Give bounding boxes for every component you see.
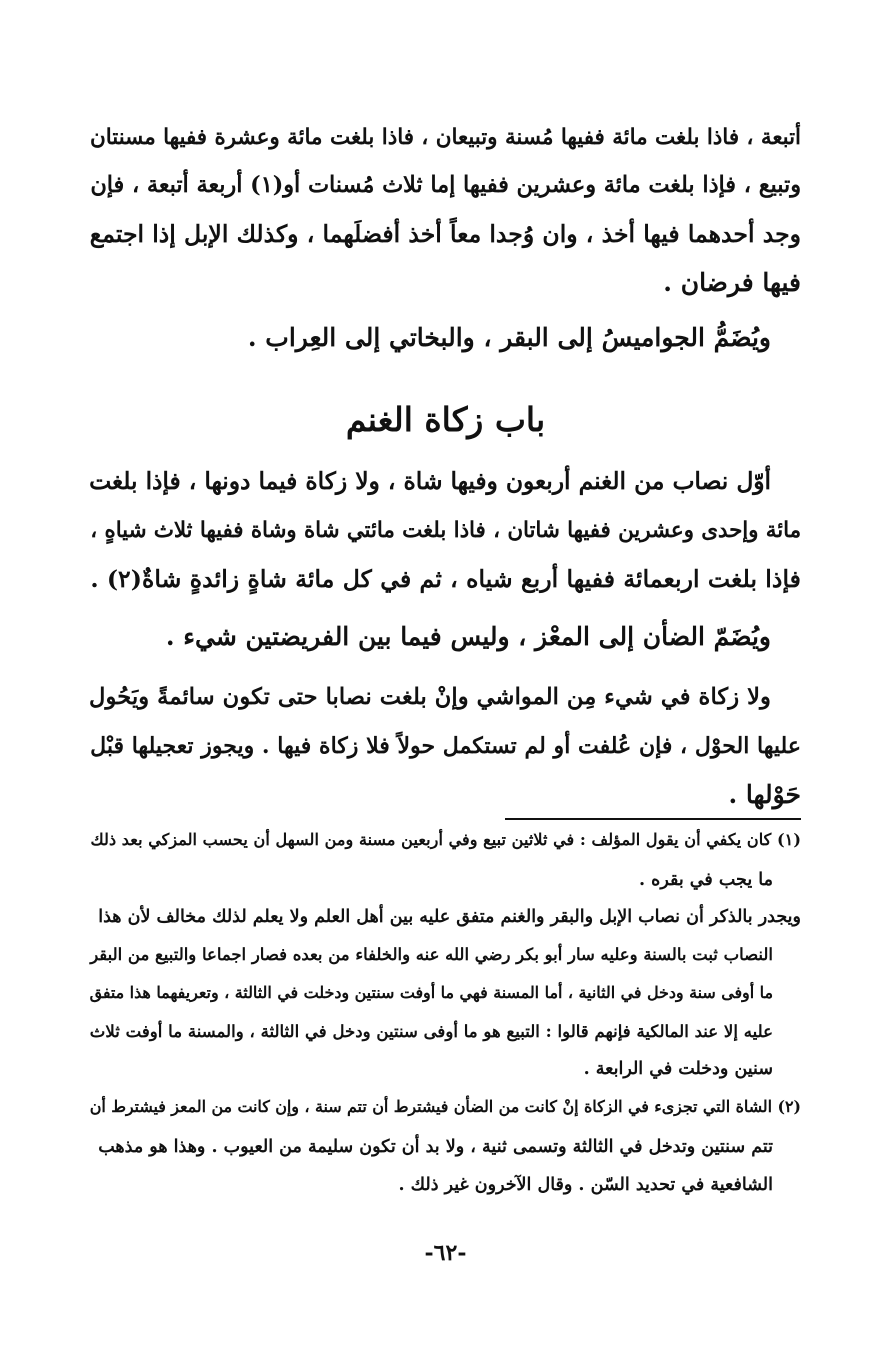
text-line: فيها فرضان .	[663, 268, 801, 297]
text-line: عليها الحوْل ، فإن عُلفت أو لم تستكمل حولاً فلا زكاة فيها . ويجوز تعجيلها قبْل	[90, 733, 801, 759]
text-line: وتبيع ، فإذا بلغت مائة وعشرين ففيها إما ثلاث مُسنات أو(١) أربعة أتبعة ، فإن	[90, 172, 801, 198]
footnote-line: ما يجب في بقره .	[638, 870, 773, 890]
footnote-line: النصاب ثبت بالسنة وعليه سار أبو بكر رضي الله عنه والخلفاء من بعده فصار اجماعا والتبيع من البقر	[90, 945, 773, 964]
footnote-line: ويجدر بالذكر أن نصاب الإبل والبقر والغنم متفق عليه بين أهل العلم ولا يعلم لذلك مخالف لأن هذا	[98, 907, 801, 927]
text-line: مائة وإحدى وعشرين ففيها شاتان ، فاذا بلغت مائتي شاة وشاة ففيها ثلاث شياهٍ ،	[90, 518, 801, 543]
text-line: ويُضَمّ الضأن إلى المعْز ، وليس فيما بين الفريضتين شيء .	[165, 622, 771, 651]
section-heading: باب زكاة الغنم	[345, 400, 546, 439]
footnote-line: ما أوفى سنة ودخل في الثانية ، أما المسنة فهي ما أوفت سنتين ودخلت في الثالثة ، وتعريفهما هذا متفق	[89, 983, 773, 1002]
text-line: فإذا بلغت اربعمائة ففيها أربع شياه ، ثم في كل مائة شاةٍ زائدةٍ شاةٌ(٢) .	[90, 565, 801, 593]
footnote-line: الشافعية في تحديد السّن . وقال الآخرون غير ذلك .	[398, 1175, 773, 1195]
main-text	[75, 0, 801, 820]
footnote-line: (٢) الشاة التي تجزىء في الزكاة إنْ كانت من الضأن فيشترط أن تتم سنة ، وإن كانت من المعز فيشترط أن	[89, 1097, 801, 1116]
footnote-separator	[505, 818, 801, 820]
footnote-line: تتم سنتين وتدخل في الثالثة وتسمى ثنية ، ولا بد أن تكون سليمة من العيوب . وهذا هو مذهب	[98, 1137, 773, 1157]
footnote-line: (١) كان يكفي أن يقول المؤلف : في ثلاثين تبيع وفي أربعين مسنة ومن السهل أن يحسب المزكي بعد ذلك	[90, 830, 801, 849]
page-number: -٦٢-	[424, 1240, 467, 1266]
text-line: أتبعة ، فاذا بلغت مائة ففيها مُسنة وتبيعان ، فاذا بلغت مائة وعشرة ففيها مسنتان	[90, 125, 801, 150]
text-line: ولا زكاة في شيء مِن المواشي وإنْ بلغت نصابا حتى تكون سائمةً ويَحُول	[89, 684, 771, 710]
text-line: وجد أحدهما فيها أخذ ، وان وُجدا معاً أخذ أفضلَهما ، وكذلك الإبل إذا اجتمع	[89, 220, 801, 248]
text-line: أوّل نصاب من الغنم أربعون وفيها شاة ، ولا زكاة فيما دونها ، فإذا بلغت	[89, 468, 771, 495]
text-line: ويُضَمُّ الجواميسُ إلى البقر ، والبخاتي إلى العِراب .	[247, 323, 771, 352]
footnote-line: عليه إلا عند المالكية فإنهم قالوا : التبيع هو ما أوفى سنتين ودخل في الثالثة ، والمسنة ما أوفت ثلاث	[89, 1021, 773, 1041]
text-line: حَوْلها .	[728, 780, 801, 809]
footnote-line: سنين ودخلت في الرابعة .	[583, 1059, 773, 1079]
